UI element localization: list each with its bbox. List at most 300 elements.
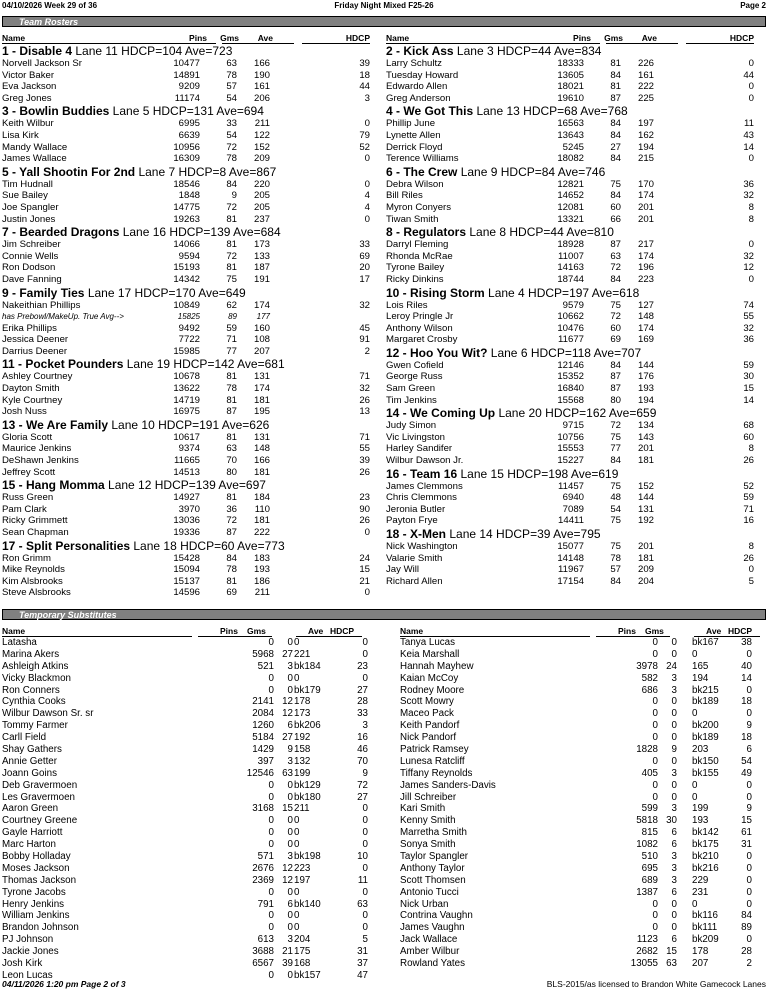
team-info: Lane 4 HDCP=197 Ave=618	[484, 285, 640, 300]
header-gms: Gms	[247, 626, 266, 636]
player-row	[386, 455, 766, 467]
player-games: 75	[610, 299, 621, 311]
header-ave: Ave	[257, 33, 273, 43]
team-block	[386, 406, 766, 466]
player-average: 166	[253, 58, 270, 69]
player-row	[2, 179, 382, 191]
player-name: Kim Alsbrooks	[2, 575, 63, 587]
player-pins: 11457	[558, 480, 584, 492]
player-average: 134	[637, 420, 654, 432]
player-pins: 14596	[173, 587, 200, 599]
sub-games: 0	[287, 827, 293, 839]
sub-name: James Sanders-Davis	[400, 779, 496, 791]
player-name: Wilbur Dawson Jr.	[386, 455, 464, 467]
sub-pins: 599	[641, 803, 658, 815]
sub-handicap: 0	[362, 672, 368, 684]
team-title	[386, 165, 766, 179]
player-average: 131	[253, 431, 270, 443]
player-handicap: 8	[748, 213, 754, 225]
player-games: 78	[226, 153, 237, 165]
sub-average: 165	[692, 660, 709, 672]
sub-games: 0	[671, 922, 677, 934]
player-games: 84	[610, 69, 621, 81]
player-row	[386, 81, 766, 93]
player-row	[2, 118, 382, 130]
team-title	[2, 418, 382, 432]
league-name: Friday Night Mixed F25-26	[334, 1, 434, 10]
player-name: Darryl Fleming	[386, 239, 449, 251]
team-title	[2, 165, 382, 179]
sub-games: 3	[671, 684, 677, 696]
player-games: 84	[226, 552, 237, 564]
player-handicap: 91	[359, 334, 370, 346]
player-handicap: 15	[359, 564, 370, 576]
player-row	[386, 70, 766, 82]
sub-games: 0	[287, 922, 293, 934]
player-average: 160	[253, 322, 270, 334]
header-name: Name	[400, 626, 424, 636]
sub-pins: 689	[641, 874, 658, 886]
team-info: Lane 19 HDCP=142 Ave=681	[123, 357, 285, 372]
player-average: 204	[637, 575, 654, 587]
sub-pins: 0	[652, 910, 658, 922]
sub-handicap: 0	[362, 815, 368, 827]
player-handicap: 0	[364, 527, 370, 538]
player-pins: 13622	[173, 383, 200, 395]
sub-average: 0	[294, 815, 300, 827]
sub-pins: 0	[268, 779, 274, 791]
substitute-row	[2, 839, 382, 851]
team-info: Lane 17 HDCP=170 Ave=649	[84, 285, 246, 300]
sub-pins: 5968	[252, 648, 274, 660]
player-name: Vic Livingston	[386, 431, 446, 443]
sub-games: 3	[671, 862, 677, 874]
sub-handicap: 0	[746, 934, 752, 946]
player-handicap: 68	[743, 420, 754, 432]
sub-name: Lunesa Ratcliff	[400, 755, 465, 767]
player-average: 181	[253, 394, 270, 406]
sub-handicap: 0	[362, 827, 368, 839]
player-row	[2, 202, 382, 214]
player-row	[386, 481, 766, 493]
team-block	[386, 346, 766, 406]
player-handicap: 8	[748, 201, 754, 213]
sub-handicap: 61	[741, 827, 752, 839]
player-handicap: 36	[743, 334, 754, 346]
substitute-row	[2, 649, 382, 661]
sub-handicap: 5	[362, 934, 368, 946]
team-name: 16 - Team 16	[386, 466, 458, 481]
player-pins: 10956	[173, 141, 200, 153]
sub-average: bk167	[692, 637, 719, 648]
player-row	[386, 58, 766, 70]
substitute-row	[400, 922, 766, 934]
sub-pins: 0	[268, 684, 274, 696]
sub-name: Tommy Farmer	[2, 720, 68, 732]
player-average: 148	[253, 443, 270, 455]
player-pins: 17154	[557, 575, 584, 587]
player-pins: 11677	[558, 334, 584, 346]
player-games: 84	[226, 178, 237, 190]
player-games: 81	[226, 394, 237, 406]
player-average: 193	[253, 564, 270, 576]
sub-pins: 521	[257, 660, 274, 672]
sub-handicap: 37	[357, 958, 368, 970]
player-handicap: 17	[359, 273, 370, 285]
subs-column-left	[2, 626, 382, 982]
sub-name: Scott Thomsen	[400, 874, 466, 886]
player-row	[2, 153, 382, 165]
player-pins: 15077	[557, 541, 584, 552]
player-handicap: 55	[359, 443, 370, 455]
player-average: 187	[253, 262, 270, 274]
sub-games: 12	[282, 862, 293, 874]
player-games: 72	[226, 515, 237, 527]
roster-column-left	[2, 33, 382, 599]
player-handicap: 32	[743, 250, 754, 262]
player-name: Dave Fanning	[2, 273, 62, 285]
player-average: 174	[253, 299, 270, 311]
player-pins: 10476	[557, 322, 584, 334]
player-average: 174	[637, 322, 654, 334]
player-average: 237	[253, 213, 270, 225]
player-name: Harley Sandifer	[386, 443, 453, 455]
team-name: 1 - Disable 4	[2, 44, 73, 58]
player-handicap: 79	[359, 129, 370, 141]
team-title	[386, 104, 766, 118]
player-handicap: 59	[743, 359, 754, 371]
player-pins: 14775	[173, 201, 200, 213]
sub-handicap: 27	[357, 684, 368, 696]
sub-games: 27	[282, 732, 293, 744]
sub-pins: 0	[652, 696, 658, 708]
sub-average: 207	[692, 958, 709, 970]
header-pins: Pins	[220, 626, 238, 636]
substitute-row	[2, 780, 382, 792]
player-average: 197	[637, 118, 654, 130]
player-games: 87	[226, 527, 237, 538]
team-info: Lane 16 HDCP=139 Ave=684	[119, 225, 281, 240]
sub-average: 0	[692, 648, 698, 660]
player-pins: 15352	[557, 371, 584, 383]
sub-name: Jack Wallace	[400, 934, 458, 946]
player-handicap: 60	[743, 431, 754, 443]
header-pins: Pins	[573, 33, 591, 43]
sub-name: William Jenkins	[2, 910, 70, 922]
player-average: 215	[637, 153, 654, 165]
team-name: 7 - Bearded Dragons	[2, 225, 120, 240]
sub-average: bk189	[692, 732, 719, 744]
sub-name: Annie Getter	[2, 755, 58, 767]
sub-games: 0	[287, 815, 293, 827]
player-pins: 5245	[562, 141, 584, 153]
player-games: 62	[226, 299, 237, 311]
player-games: 87	[610, 371, 621, 383]
player-name: Lois Riles	[386, 299, 428, 311]
sub-average: bk216	[692, 862, 719, 874]
player-pins: 12821	[557, 178, 584, 190]
sub-name: Bobby Holladay	[2, 851, 71, 863]
player-average: 181	[637, 455, 654, 467]
sub-handicap: 9	[746, 803, 752, 815]
sub-games: 6	[287, 720, 293, 732]
substitute-row	[2, 756, 382, 768]
player-name: Jessica Deener	[2, 334, 69, 346]
sub-handicap: 31	[741, 839, 752, 851]
sub-name: Leon Lucas	[2, 969, 53, 981]
player-handicap: 71	[359, 431, 370, 443]
player-games: 75	[610, 480, 621, 492]
player-handicap: 21	[359, 575, 370, 587]
player-pins: 14411	[558, 515, 584, 527]
sub-games: 0	[671, 910, 677, 922]
sub-name: Thomas Jackson	[2, 874, 77, 886]
player-handicap: 69	[359, 250, 370, 262]
substitute-row	[2, 673, 382, 685]
player-handicap: 23	[359, 492, 370, 504]
player-row	[386, 395, 766, 407]
player-row	[386, 130, 766, 142]
player-pins: 16975	[173, 406, 200, 418]
player-pins: 9579	[562, 299, 584, 311]
sub-name: Rodney Moore	[400, 684, 465, 696]
sub-average: bk129	[294, 779, 321, 791]
player-handicap: 0	[748, 92, 754, 104]
sub-pins: 2084	[252, 708, 274, 720]
player-row	[2, 334, 382, 346]
sub-pins: 13055	[630, 958, 658, 970]
player-handicap: 26	[743, 552, 754, 564]
sub-name: Jackie Jones	[2, 946, 59, 958]
player-row	[2, 527, 382, 539]
team-name: 11 - Pocket Pounders	[2, 357, 124, 372]
sub-pins: 0	[652, 898, 658, 910]
player-pins: 15428	[173, 552, 200, 564]
player-games: 57	[610, 564, 621, 576]
sub-games: 24	[666, 660, 677, 672]
sub-average: bk180	[294, 791, 321, 803]
player-row	[386, 504, 766, 516]
player-average: 173	[253, 239, 270, 251]
player-pins: 13643	[557, 129, 584, 141]
header-name: Name	[386, 33, 410, 43]
player-name: Mandy Wallace	[2, 141, 68, 153]
player-average: 170	[637, 178, 654, 190]
player-games: 60	[610, 322, 621, 334]
player-pins: 13036	[173, 515, 200, 527]
player-average: 222	[253, 527, 270, 538]
player-row	[386, 334, 766, 346]
sub-games: 3	[671, 803, 677, 815]
player-average: 169	[637, 334, 654, 346]
sub-handicap: 49	[741, 767, 752, 779]
player-average: 209	[637, 564, 654, 576]
sub-handicap: 9	[746, 720, 752, 732]
player-games: 72	[226, 141, 237, 153]
substitute-row	[400, 696, 766, 708]
player-name: Greg Anderson	[386, 92, 451, 104]
sub-handicap: 0	[362, 886, 368, 898]
substitute-row	[400, 946, 766, 958]
subs-column-right	[400, 626, 766, 970]
player-name: Tyrone Bailey	[386, 262, 445, 274]
player-name: Greg Jones	[2, 92, 52, 104]
sub-games: 0	[671, 755, 677, 767]
player-games: 81	[226, 575, 237, 587]
player-name: DeShawn Jenkins	[2, 455, 79, 467]
substitute-row	[2, 708, 382, 720]
player-name: Jeronia Butler	[386, 503, 446, 515]
sub-games: 0	[671, 898, 677, 910]
sub-pins: 1429	[252, 744, 274, 756]
player-games: 72	[610, 420, 621, 432]
substitute-row	[2, 815, 382, 827]
section-temporary-substitutes	[2, 609, 766, 620]
sub-name: Jill Schreiber	[400, 791, 457, 803]
player-games: 87	[610, 239, 621, 251]
substitute-row	[400, 958, 766, 970]
player-row	[2, 492, 382, 504]
sub-pins: 0	[652, 791, 658, 803]
player-pins: 6940	[562, 492, 584, 504]
player-name: Josh Nuss	[2, 406, 47, 418]
player-row	[386, 515, 766, 527]
sub-handicap: 63	[357, 898, 368, 910]
player-games: 84	[610, 118, 621, 130]
sub-games: 39	[282, 958, 293, 970]
player-row	[386, 576, 766, 588]
player-row	[386, 311, 766, 323]
player-pins: 10756	[557, 431, 584, 443]
player-row	[2, 323, 382, 335]
sub-games: 0	[287, 886, 293, 898]
substitute-row	[2, 768, 382, 780]
substitute-row	[2, 744, 382, 756]
player-name: Debra Wilson	[386, 178, 444, 190]
sub-pins: 2682	[636, 946, 658, 958]
player-row	[2, 214, 382, 226]
player-name: Victor Baker	[2, 69, 55, 81]
player-row	[2, 371, 382, 383]
player-handicap: 4	[364, 190, 370, 202]
player-average: 148	[637, 311, 654, 323]
player-name: Jim Schreiber	[2, 239, 61, 251]
player-name: Anthony Wilson	[386, 322, 453, 334]
header-hdcp: HDCP	[729, 33, 754, 43]
sub-handicap: 16	[357, 732, 368, 744]
sub-name: Maceo Pack	[400, 708, 454, 720]
player-pins: 19336	[173, 527, 200, 538]
player-games: 75	[610, 178, 621, 190]
sub-games: 0	[287, 910, 293, 922]
player-row	[2, 58, 382, 70]
substitute-row	[400, 934, 766, 946]
player-row	[386, 239, 766, 251]
player-name: Ron Grimm	[2, 552, 52, 564]
player-games: 81	[226, 492, 237, 504]
player-pins: 14719	[173, 394, 200, 406]
sub-name: Rowland Yates	[400, 958, 465, 970]
team-title	[2, 225, 382, 239]
player-handicap: 39	[359, 58, 370, 69]
sub-name: James Vaughn	[400, 922, 465, 934]
player-average: 184	[253, 492, 270, 504]
player-name: Tuesday Howard	[386, 69, 459, 81]
player-handicap: 20	[359, 262, 370, 274]
substitute-row	[400, 685, 766, 697]
sub-games: 6	[671, 839, 677, 851]
substitute-row	[400, 875, 766, 887]
player-name: Joe Spangler	[2, 201, 59, 213]
substitute-row	[400, 768, 766, 780]
team-title	[2, 357, 382, 371]
player-pins: 18744	[557, 273, 584, 285]
sub-name: Vicky Blackmon	[2, 672, 71, 684]
player-handicap: 3	[364, 92, 370, 104]
sub-pins: 2676	[252, 862, 274, 874]
substitute-row	[400, 732, 766, 744]
sub-average: bk209	[692, 934, 719, 946]
sub-name: Deb Gravermoen	[2, 779, 78, 791]
sub-pins: 397	[257, 755, 274, 767]
player-handicap: 11	[744, 118, 754, 130]
player-average: 161	[637, 69, 654, 81]
footer-timestamp: 04/11/2026 1:20 pm Page 2 of 3	[2, 979, 126, 989]
sub-games: 0	[287, 839, 293, 851]
sub-pins: 5818	[636, 815, 658, 827]
sub-games: 0	[671, 648, 677, 660]
sub-handicap: 84	[741, 910, 752, 922]
substitute-row	[2, 685, 382, 697]
player-handicap: 18	[359, 69, 370, 81]
player-name: Payton Frye	[386, 515, 438, 527]
sub-name: Sonya Smith	[400, 839, 456, 851]
sub-pins: 1387	[636, 886, 658, 898]
sub-name: Courtney Greene	[2, 815, 78, 827]
sub-handicap: 31	[357, 946, 368, 958]
player-pins: 15553	[557, 443, 584, 455]
player-row	[2, 346, 382, 358]
player-row	[386, 383, 766, 395]
sub-name: Latasha	[2, 637, 37, 648]
sub-handicap: 0	[362, 922, 368, 934]
player-handicap: 71	[743, 503, 754, 515]
sub-average: 199	[692, 803, 709, 815]
sub-average: 178	[294, 696, 311, 708]
sub-name: Henry Jenkins	[2, 898, 65, 910]
substitute-row	[400, 863, 766, 875]
team-name: 4 - We Got This	[386, 104, 474, 119]
player-games: 54	[226, 92, 237, 104]
sub-handicap: 54	[741, 755, 752, 767]
player-name: Sean Chapman	[2, 527, 69, 538]
sub-handicap: 0	[746, 862, 752, 874]
sub-pins: 0	[268, 637, 274, 648]
player-pins: 14927	[173, 492, 200, 504]
substitute-row	[400, 780, 766, 792]
player-games: 77	[610, 443, 621, 455]
player-games: 72	[226, 201, 237, 213]
substitute-row	[2, 910, 382, 922]
sub-pins: 1082	[636, 839, 658, 851]
player-handicap: 74	[743, 299, 754, 311]
sub-average: bk210	[692, 851, 719, 863]
team-title	[2, 286, 382, 300]
sub-name: Kenny Smith	[400, 815, 456, 827]
substitute-row	[400, 792, 766, 804]
sub-handicap: 47	[357, 969, 368, 981]
player-name: has Prebowl/MakeUp. True Avg-->	[2, 312, 124, 322]
